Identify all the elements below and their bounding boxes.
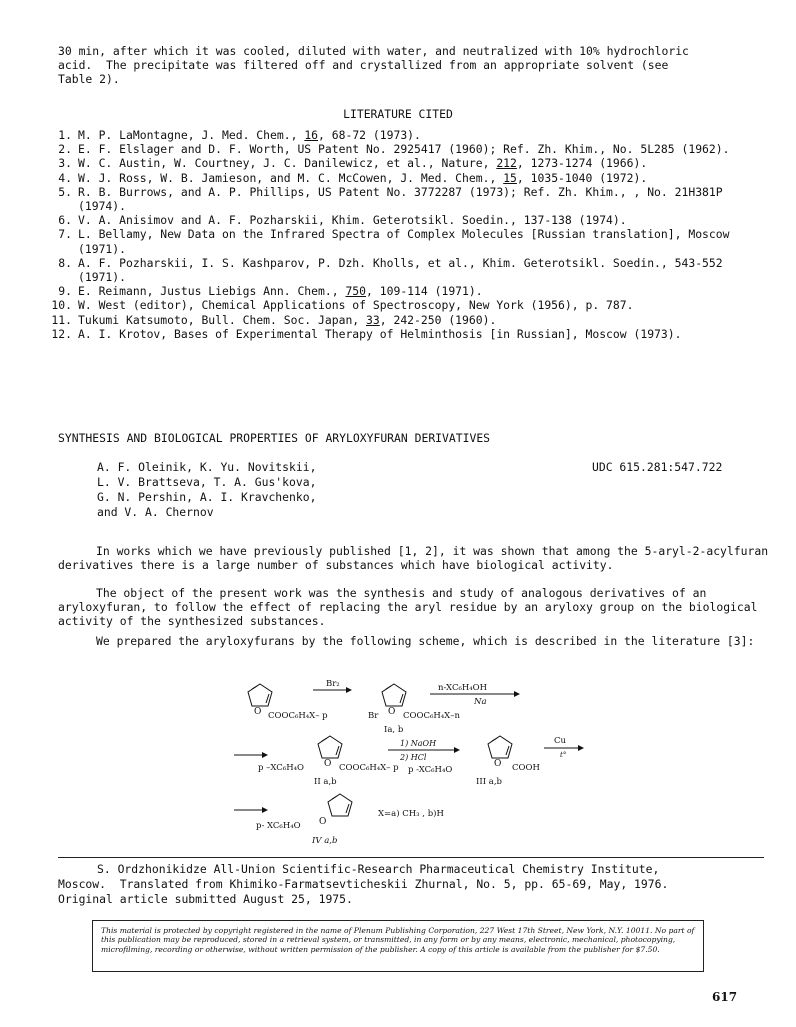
- author-line-1: A. F. Oleinik, K. Yu. Novitskii,: [97, 460, 317, 474]
- reference-number: 3.: [58, 156, 72, 171]
- substituent-4b: COOH: [512, 763, 540, 773]
- reference-text: V. A. Anisimov and A. F. Pozharskii, Khim. Geterotsikl. Soedin., 137-138 (1974).: [78, 213, 627, 228]
- compound-label-2: II a,b: [314, 777, 337, 787]
- substituent-1: COOC₆H₄X– p: [268, 711, 328, 721]
- reference-list: [36, 128, 756, 341]
- reaction-scheme: [218, 670, 598, 850]
- reference-number: 2.: [58, 142, 72, 157]
- substituent-2b: COOC₆H₄X–n: [403, 711, 460, 721]
- reference-item: [36, 227, 756, 255]
- article-title: SYNTHESIS AND BIOLOGICAL PROPERTIES OF ARYLOXYFURAN DERIVATIVES: [58, 431, 491, 445]
- substituent-3a: p –XC₆H₄O: [258, 763, 304, 773]
- reference-text: Tukumi Katsumoto, Bull. Chem. Soc. Japan, 33, 242-250 (1960).: [78, 312, 497, 327]
- reagent-cu: Cu: [554, 736, 566, 746]
- furan-ring-3: [318, 736, 342, 758]
- reference-number: 9.: [58, 284, 72, 299]
- reference-item: [36, 128, 756, 142]
- literature-heading: LITERATURE CITED: [343, 107, 453, 121]
- reference-text: M. P. LaMontagne, J. Med. Chem., 16, 68-72 (1973).: [78, 128, 421, 142]
- reference-text: A. F. Pozharskii, I. S. Kashparov, P. Dzh. Kholls, et al., Khim. Geterotsikl. Soedin., 543-552 (1971).: [78, 255, 723, 285]
- reference-number: 6.: [58, 213, 72, 228]
- reagent-phenol: n-XC₆H₄OH: [438, 683, 488, 693]
- substituent-legend: X=a) CH₃ , b)H: [378, 809, 444, 819]
- reference-number: 8.: [58, 255, 72, 270]
- ring-o-5: O: [319, 817, 327, 827]
- reference-item: [36, 171, 756, 185]
- substituent-4a: p -XC₆H₄O: [408, 765, 453, 775]
- compound-label-4: IV a,b: [312, 836, 338, 846]
- reference-text: E. F. Elslager and D. F. Worth, US Patent No. 2925417 (1960); Ref. Zh. Khim., No. 5L285 (1962).: [78, 142, 730, 157]
- furan-ring-1: [248, 684, 272, 706]
- reference-number: 1.: [58, 128, 72, 142]
- reference-text: L. Bellamy, New Data on the Infrared Spectra of Complex Molecules [Russian translation], Moscow (1971).: [78, 227, 730, 256]
- reference-number: 4.: [58, 170, 72, 185]
- copyright-notice: This material is protected by copyright registered in the name of Plenum Publishing Corporation, 227 West 17th Street, New York, N.Y. 10011. No part of this publication may be reproduced, stored in a retrieval system, or transmitted, in any form or by any means, electronic, mechanical, photocopying, microfilming, recording or otherwise, without written permission of the publisher. A copy of this article is available from the publisher for $7.50.: [92, 920, 704, 972]
- furan-ring-4: [488, 736, 512, 758]
- footnote-line-3: Original article submitted August 25, 1975.: [58, 892, 353, 906]
- reference-item: [36, 327, 756, 341]
- page-number: 617: [712, 990, 738, 1004]
- furan-ring-2: [382, 684, 406, 706]
- reference-item: [36, 156, 756, 170]
- compound-label-3: III a,b: [476, 777, 502, 787]
- author-line-3: G. N. Pershin, A. I. Kravchenko,: [97, 490, 317, 504]
- paragraph-2: The object of the present work was the synthesis and study of analogous derivatives of an aryloxyfuran, to follow the effect of replacing the aryl residue by an aryloxy group on the biological activity of the synthesized substances.: [58, 586, 758, 629]
- reference-text: E. Reimann, Justus Liebigs Ann. Chem., 750, 109-114 (1971).: [78, 284, 483, 299]
- reference-item: [36, 313, 756, 327]
- intro-line-1: 30 min, after which it was cooled, diluted with water, and neutralized with 10% hydrochloric: [58, 44, 689, 58]
- ring-o-4: O: [494, 759, 502, 769]
- author-line-4: and V. A. Chernov: [97, 505, 214, 519]
- furan-ring-5: [328, 794, 352, 816]
- paragraph-3: We prepared the aryloxyfurans by the following scheme, which is described in the literature [3]:: [96, 634, 755, 648]
- udc-code: UDC 615.281:547.722: [592, 460, 723, 474]
- reference-item: [36, 185, 756, 213]
- ring-o-2: O: [388, 707, 396, 717]
- reference-number: 10.: [51, 298, 72, 313]
- compound-label-1: Ia, b: [384, 725, 404, 735]
- author-line-2: L. V. Brattseva, T. A. Gus'kova,: [97, 475, 317, 489]
- ring-o-3: O: [324, 759, 332, 769]
- footnote-rule: [58, 857, 764, 858]
- reagent-br2: Br₂: [326, 679, 340, 689]
- reference-item: [36, 298, 756, 312]
- intro-line-3: Table 2).: [58, 72, 120, 86]
- reagent-na: Na: [474, 697, 487, 707]
- reagent-hcl: 2) HCl: [400, 753, 427, 762]
- reference-item: [36, 256, 756, 284]
- substituent-2a: Br: [368, 711, 379, 721]
- substituent-3b: COOC₆H₄X– p: [339, 763, 399, 773]
- footnote-line-1: S. Ordzhonikidze All-Union Scientific-Research Pharmaceutical Chemistry Institute,: [97, 862, 660, 876]
- reference-item: [36, 142, 756, 156]
- reference-text: R. B. Burrows, and A. P. Phillips, US Patent No. 3772287 (1973); Ref. Zh. Khim., , No. 21H381P (1974).: [78, 184, 723, 214]
- paragraph-1: In works which we have previously published [1, 2], it was shown that among the 5-aryl-2-acylfuran derivatives there is a large number of substances which have biological activity.: [58, 544, 769, 573]
- reagent-naoh: 1) NaOH: [400, 739, 437, 748]
- reference-text: W. J. Ross, W. B. Jamieson, and M. C. McCowen, J. Med. Chem., 15, 1035-1040 (1972).: [78, 170, 648, 185]
- reference-text: W. West (editor), Chemical Applications of Spectroscopy, New York (1956), p. 787.: [78, 298, 634, 313]
- reference-item: [36, 284, 756, 298]
- reference-item: [36, 213, 756, 227]
- intro-line-2: acid. The precipitate was filtered off and crystallized from an appropriate solvent (see: [58, 58, 669, 72]
- reference-number: 7.: [58, 227, 72, 242]
- reference-text: A. I. Krotov, Bases of Experimental Therapy of Helminthosis [in Russian], Moscow (1973).: [78, 326, 682, 341]
- reference-number: 12.: [51, 326, 72, 341]
- ring-o-1: O: [254, 707, 262, 717]
- reference-number: 5.: [58, 184, 72, 199]
- footnote-line-2: Moscow. Translated from Khimiko-Farmatsevticheskii Zhurnal, No. 5, pp. 65-69, May, 1976.: [58, 877, 669, 891]
- reference-text: W. C. Austin, W. Courtney, J. C. Danilewicz, et al., Nature, 212, 1273-1274 (1966).: [78, 156, 648, 171]
- substituent-5a: p- XC₆H₄O: [256, 821, 301, 831]
- reference-number: 11.: [51, 312, 72, 327]
- reagent-temp: t°: [560, 751, 567, 759]
